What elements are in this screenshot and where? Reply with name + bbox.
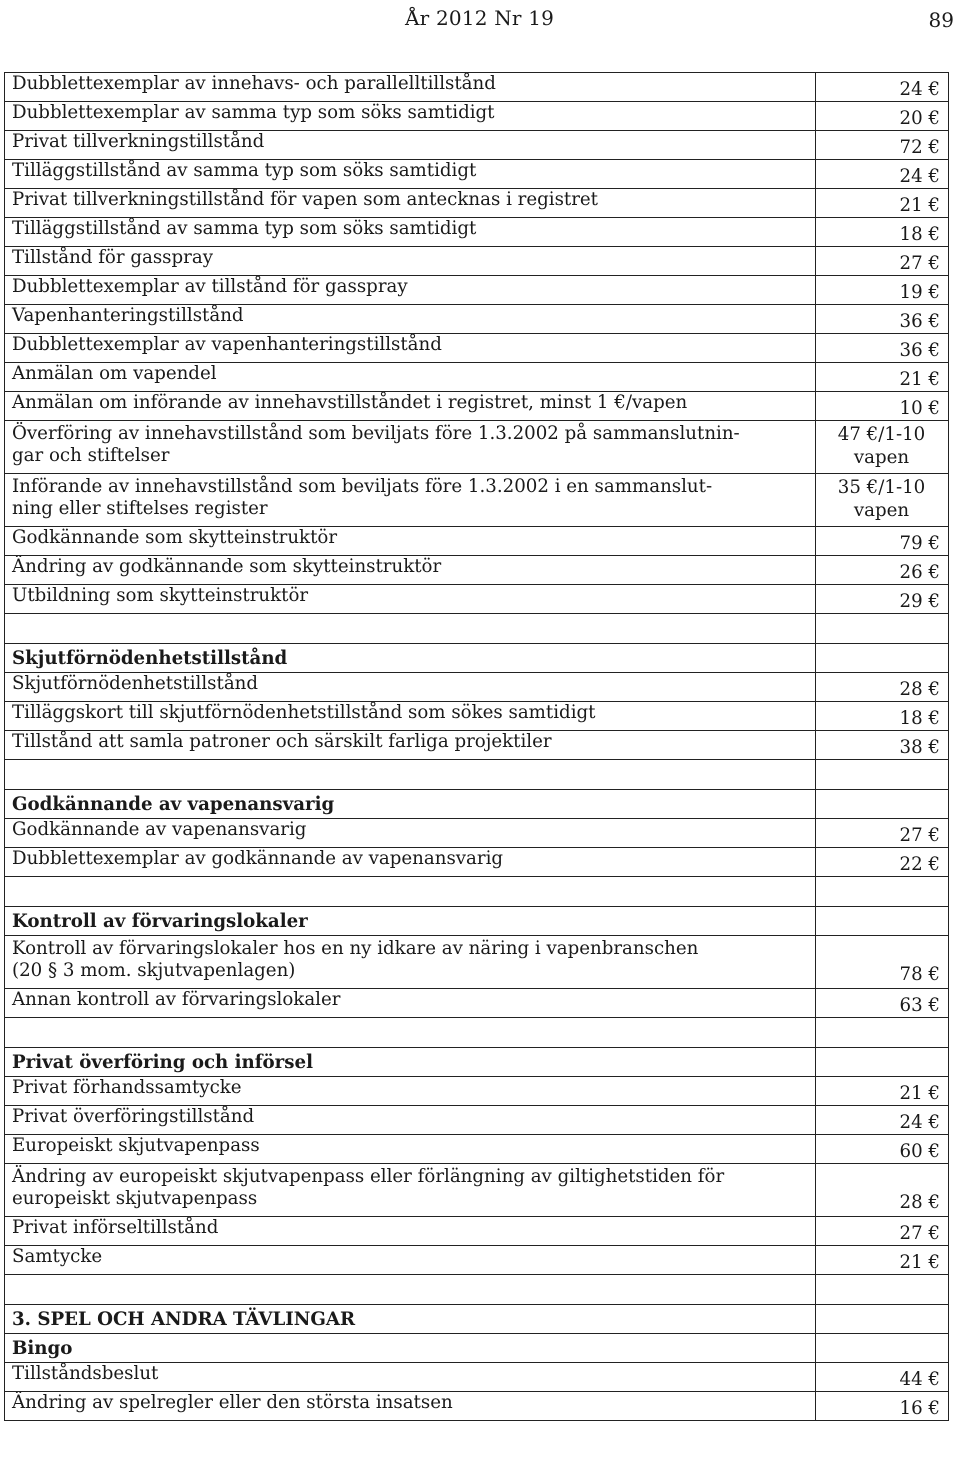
- fee-row: [5, 73, 949, 102]
- section-heading: Kontroll av förvaringslokaler: [5, 907, 816, 936]
- fee-amount: 72 €: [816, 131, 949, 160]
- fee-description: Godkännande av vapenansvarig: [5, 819, 816, 848]
- fee-description: Dubblettexemplar av innehavs- och parallelltillstånd: [5, 73, 816, 102]
- fee-amount: 36 €: [816, 334, 949, 363]
- fee-description: Skjutförnödenhetstillstånd: [5, 673, 816, 702]
- fee-description: [5, 760, 816, 790]
- fee-description: Privat tillverkningstillstånd: [5, 131, 816, 160]
- fee-amount: 21 €: [816, 363, 949, 392]
- fee-amount: 26 €: [816, 556, 949, 585]
- fee-description: [5, 1018, 816, 1048]
- fee-row: [5, 989, 949, 1018]
- fee-description: Ändring av europeiskt skjutvapenpass eller förlängning av giltighetstiden för europeiskt skjutvapenpass: [5, 1164, 816, 1217]
- fee-description: [5, 877, 816, 907]
- fee-description: Privat tillverkningstillstånd för vapen som antecknas i registret: [5, 189, 816, 218]
- fee-amount: [816, 1334, 949, 1363]
- fee-amount: 18 €: [816, 218, 949, 247]
- fee-description: Samtycke: [5, 1246, 816, 1275]
- fee-description: Införande av innehavstillstånd som beviljats före 1.3.2002 i en sammanslut- ning eller stiftelses register: [5, 474, 816, 527]
- fee-description: Privat införseltillstånd: [5, 1217, 816, 1246]
- section-heading-row: [5, 1048, 949, 1077]
- section-heading-row: [5, 644, 949, 673]
- fee-row: [5, 1217, 949, 1246]
- fee-amount: 47 €/1-10 vapen: [816, 421, 949, 474]
- fee-description: Europeiskt skjutvapenpass: [5, 1135, 816, 1164]
- fee-description: Dubblettexemplar av samma typ som söks samtidigt: [5, 102, 816, 131]
- section-heading-row: [5, 790, 949, 819]
- fee-amount: [816, 760, 949, 790]
- fee-amount: 20 €: [816, 102, 949, 131]
- fee-row: [5, 585, 949, 614]
- fee-description: Privat förhandssamtycke: [5, 1077, 816, 1106]
- fee-amount: 24 €: [816, 1106, 949, 1135]
- fee-row: [5, 160, 949, 189]
- fee-amount: 27 €: [816, 1217, 949, 1246]
- fee-description: Tillstånd att samla patroner och särskilt farliga projektiler: [5, 731, 816, 760]
- fee-description: Tillstånd för gasspray: [5, 247, 816, 276]
- spacer-row: [5, 1018, 949, 1048]
- fee-description: Utbildning som skytteinstruktör: [5, 585, 816, 614]
- section-heading: Skjutförnödenhetstillstånd: [5, 644, 816, 673]
- fee-row: [5, 819, 949, 848]
- fee-row: [5, 1135, 949, 1164]
- fee-amount: [816, 1275, 949, 1305]
- fee-amount: 28 €: [816, 673, 949, 702]
- fee-description: Vapenhanteringstillstånd: [5, 305, 816, 334]
- fee-description: [5, 614, 816, 644]
- fee-description: Ändring av godkännande som skytteinstruktör: [5, 556, 816, 585]
- fee-description: Tilläggstillstånd av samma typ som söks samtidigt: [5, 160, 816, 189]
- fee-amount: 79 €: [816, 527, 949, 556]
- fee-amount: 21 €: [816, 1246, 949, 1275]
- fee-row: [5, 392, 949, 421]
- page-number: 89: [928, 8, 954, 32]
- fee-row: [5, 702, 949, 731]
- fee-row: [5, 1392, 949, 1421]
- fee-amount: 78 €: [816, 936, 949, 989]
- fee-description: [5, 1275, 816, 1305]
- fee-amount: 21 €: [816, 189, 949, 218]
- fee-row: [5, 305, 949, 334]
- fee-amount: [816, 907, 949, 936]
- fee-row: [5, 474, 949, 527]
- fee-row: [5, 189, 949, 218]
- fee-amount: 28 €: [816, 1164, 949, 1217]
- fee-row: [5, 936, 949, 989]
- fee-amount: [816, 1048, 949, 1077]
- fee-description: Dubblettexemplar av godkännande av vapenansvarig: [5, 848, 816, 877]
- fee-description: Tilläggstillstånd av samma typ som söks samtidigt: [5, 218, 816, 247]
- fee-amount: [816, 614, 949, 644]
- fee-row: [5, 363, 949, 392]
- fee-row: [5, 102, 949, 131]
- issue-label: År 2012 Nr 19: [405, 6, 555, 30]
- spacer-row: [5, 877, 949, 907]
- fee-description: Privat överföringstillstånd: [5, 1106, 816, 1135]
- section-heading-row: [5, 1334, 949, 1363]
- fee-amount: 63 €: [816, 989, 949, 1018]
- fee-amount: 27 €: [816, 247, 949, 276]
- section-heading-row: [5, 1305, 949, 1334]
- fee-amount: 19 €: [816, 276, 949, 305]
- fee-amount: 38 €: [816, 731, 949, 760]
- spacer-row: [5, 1275, 949, 1305]
- fee-row: [5, 731, 949, 760]
- fee-description: Tillståndsbeslut: [5, 1363, 816, 1392]
- fee-description: Tilläggskort till skjutförnödenhetstillstånd som sökes samtidigt: [5, 702, 816, 731]
- fee-amount: [816, 1018, 949, 1048]
- fee-row: [5, 1164, 949, 1217]
- fee-amount: 18 €: [816, 702, 949, 731]
- fee-amount: 60 €: [816, 1135, 949, 1164]
- fee-amount: 16 €: [816, 1392, 949, 1421]
- section-heading: 3. SPEL OCH ANDRA TÄVLINGAR: [5, 1305, 816, 1334]
- spacer-row: [5, 760, 949, 790]
- fee-amount: 29 €: [816, 585, 949, 614]
- fee-amount: [816, 790, 949, 819]
- fee-row: [5, 1246, 949, 1275]
- fee-description: Dubblettexemplar av tillstånd för gasspray: [5, 276, 816, 305]
- fee-row: [5, 1363, 949, 1392]
- fee-amount: 35 €/1-10 vapen: [816, 474, 949, 527]
- fee-description: Godkännande som skytteinstruktör: [5, 527, 816, 556]
- spacer-row: [5, 614, 949, 644]
- page-header: [0, 6, 960, 36]
- fee-table-body: [5, 73, 949, 1421]
- fee-description: Dubblettexemplar av vapenhanteringstillstånd: [5, 334, 816, 363]
- fee-description: Kontroll av förvaringslokaler hos en ny idkare av näring i vapenbranschen (20 § 3 mom. skjutvapenlagen): [5, 936, 816, 989]
- fee-row: [5, 527, 949, 556]
- fee-row: [5, 334, 949, 363]
- fee-row: [5, 556, 949, 585]
- fee-description: Ändring av spelregler eller den största insatsen: [5, 1392, 816, 1421]
- fee-row: [5, 131, 949, 160]
- fee-row: [5, 276, 949, 305]
- fee-amount: 36 €: [816, 305, 949, 334]
- fee-description: Anmälan om vapendel: [5, 363, 816, 392]
- fee-amount: 24 €: [816, 73, 949, 102]
- section-heading: Bingo: [5, 1334, 816, 1363]
- fee-row: [5, 218, 949, 247]
- fee-amount: 21 €: [816, 1077, 949, 1106]
- fee-amount: 10 €: [816, 392, 949, 421]
- fee-amount: [816, 1305, 949, 1334]
- fee-amount: 27 €: [816, 819, 949, 848]
- fee-row: [5, 673, 949, 702]
- section-heading: Godkännande av vapenansvarig: [5, 790, 816, 819]
- fee-amount: 24 €: [816, 160, 949, 189]
- fee-table: [4, 72, 949, 1421]
- fee-row: [5, 421, 949, 474]
- fee-row: [5, 247, 949, 276]
- fee-description: Anmälan om införande av innehavstillståndet i registret, minst 1 €/vapen: [5, 392, 816, 421]
- fee-amount: [816, 877, 949, 907]
- section-heading-row: [5, 907, 949, 936]
- fee-row: [5, 1077, 949, 1106]
- fee-row: [5, 1106, 949, 1135]
- section-heading: Privat överföring och införsel: [5, 1048, 816, 1077]
- fee-amount: [816, 644, 949, 673]
- fee-amount: 44 €: [816, 1363, 949, 1392]
- fee-description: Annan kontroll av förvaringslokaler: [5, 989, 816, 1018]
- fee-description: Överföring av innehavstillstånd som beviljats före 1.3.2002 på sammanslutnin- gar och stiftelser: [5, 421, 816, 474]
- fee-row: [5, 848, 949, 877]
- fee-amount: 22 €: [816, 848, 949, 877]
